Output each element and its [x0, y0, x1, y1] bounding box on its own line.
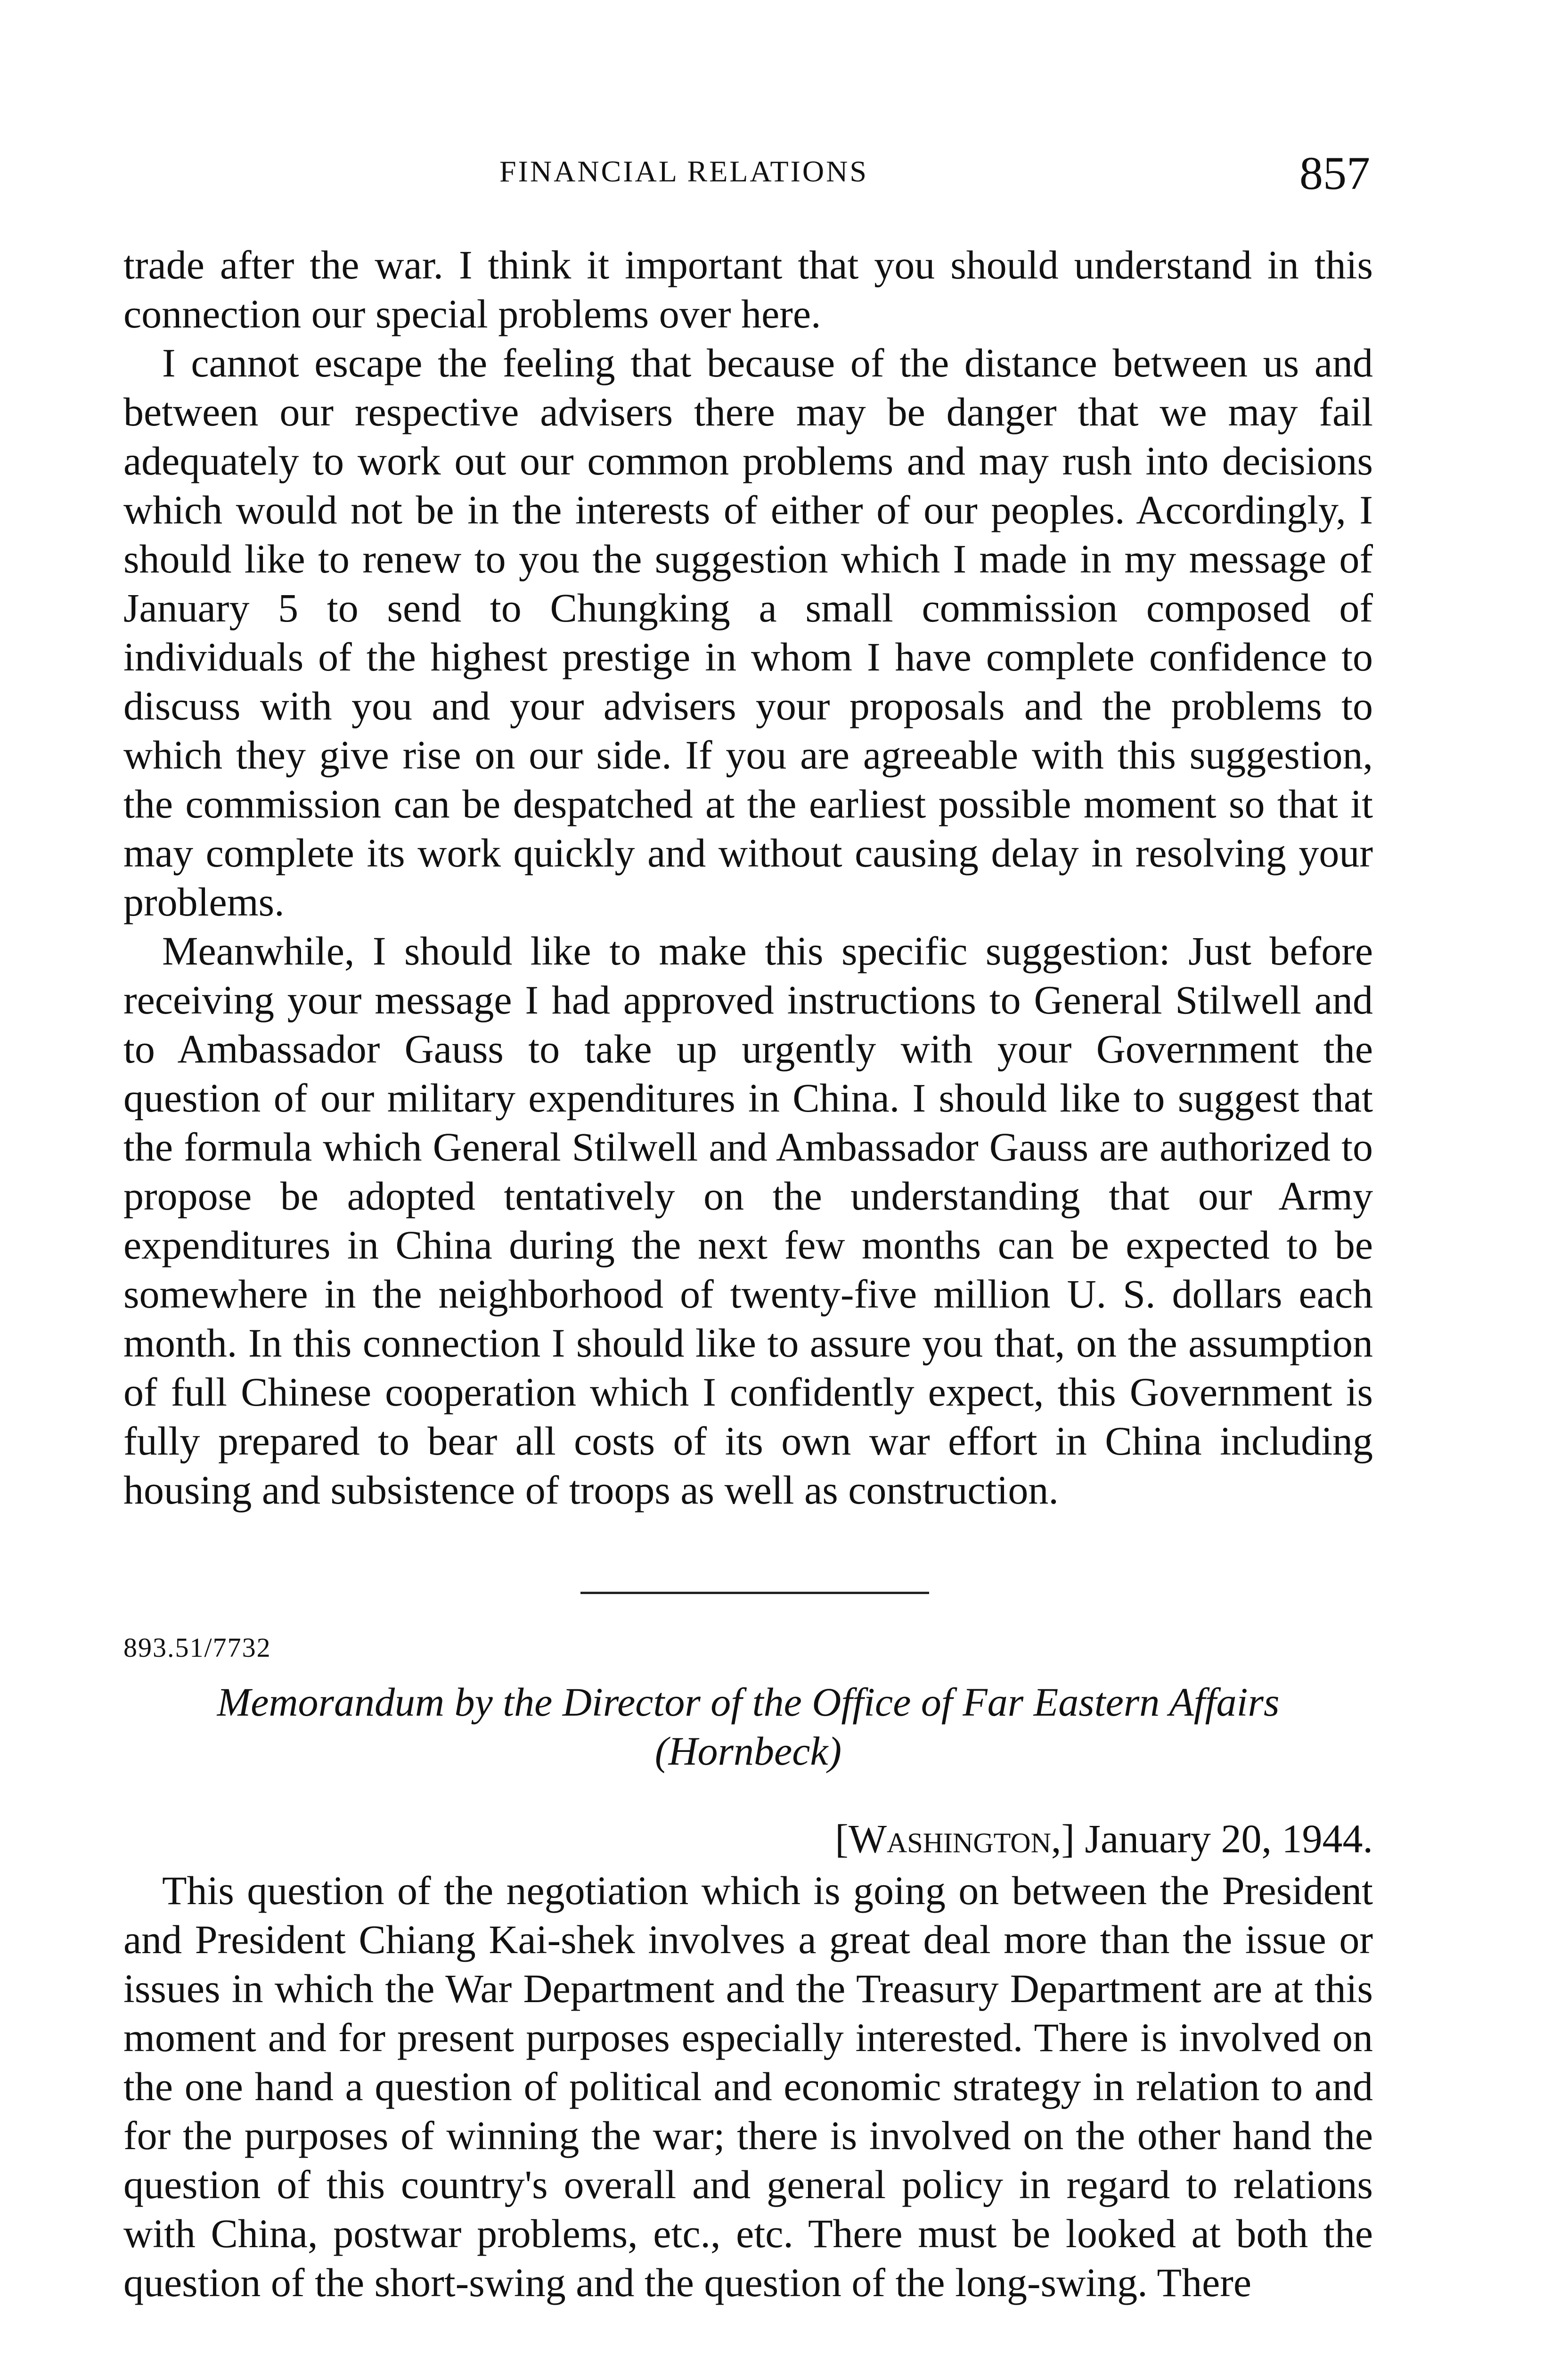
memorandum-paragraph-1: This question of the negotiation which is going on between the President and President Chiang Kai-shek involves a great deal more than the issue or issues in which the War Department and the Treasury Department are at this moment and for present purposes especially interested. There is involved on the one hand a question of political and economic strategy in relation to and for the purposes of winning the war; there is involved on the other hand the question of this country's overall and general policy in regard to relations with China, postwar problems, etc., etc. There must be looked at both the question of the short-swing and the question of the long-swing. There [123, 1868, 1373, 2305]
section-divider [580, 1592, 929, 1594]
memorandum-title-line-1: Memorandum by the Director of the Office of Far Eastern Affairs [217, 1679, 1280, 1725]
memorandum-body [123, 1866, 1373, 2307]
page-number: 857 [1299, 147, 1370, 199]
letter-paragraph-2: I cannot escape the feeling that because of the distance between us and between our respective advisers there may be danger that we may fail adequately to work out our common problems and may rush into decisions which would not be in the interests of either of our peoples. Accordingly, I should like to renew to you the suggestion which I made in my message of January 5 to send to Chungking a small commission composed of individuals of the highest prestige in whom I have complete confidence to discuss with you and your advisers your proposals and the problems to which they give rise on our side. If you are agreeable with this suggestion, the commission can be despatched at the earliest possible moment so that it may complete its work quickly and without causing delay in resolving your problems. [123, 340, 1373, 924]
memorandum-title [123, 1677, 1373, 1775]
memorandum-title-line-2: (Hornbeck) [654, 1728, 842, 1774]
file-number: 893.51/7732 [123, 1632, 271, 1663]
letter-paragraph-1: trade after the war. I think it important that you should understand in this connection our special problems over here. [123, 242, 1373, 336]
letter-body [123, 240, 1373, 1514]
letter-paragraph-3: Meanwhile, I should like to make this specific suggestion: Just before receiving your message I had approved instructions to General Stilwell and to Ambassador Gauss to take up urgently with your Government the question of our military expenditures in China. I should like to suggest that the formula which General Stilwell and Ambassador Gauss are authorized to propose be adopted tentatively on the understanding that our Army expenditures in China during the next few months can be expected to be somewhere in the neighborhood of twenty-five million U. S. dollars each month. In this connection I should like to assure you that, on the assumption of full Chinese cooperation which I confidently expect, this Government is fully prepared to bear all costs of its own war effort in China including housing and subsistence of troops as well as construction. [123, 928, 1373, 1513]
dateline [835, 1814, 1373, 1863]
dateline-place: [Washington,] [835, 1816, 1075, 1861]
running-head: FINANCIAL RELATIONS [499, 155, 868, 188]
dateline-date: January 20, 1944. [1085, 1816, 1373, 1861]
